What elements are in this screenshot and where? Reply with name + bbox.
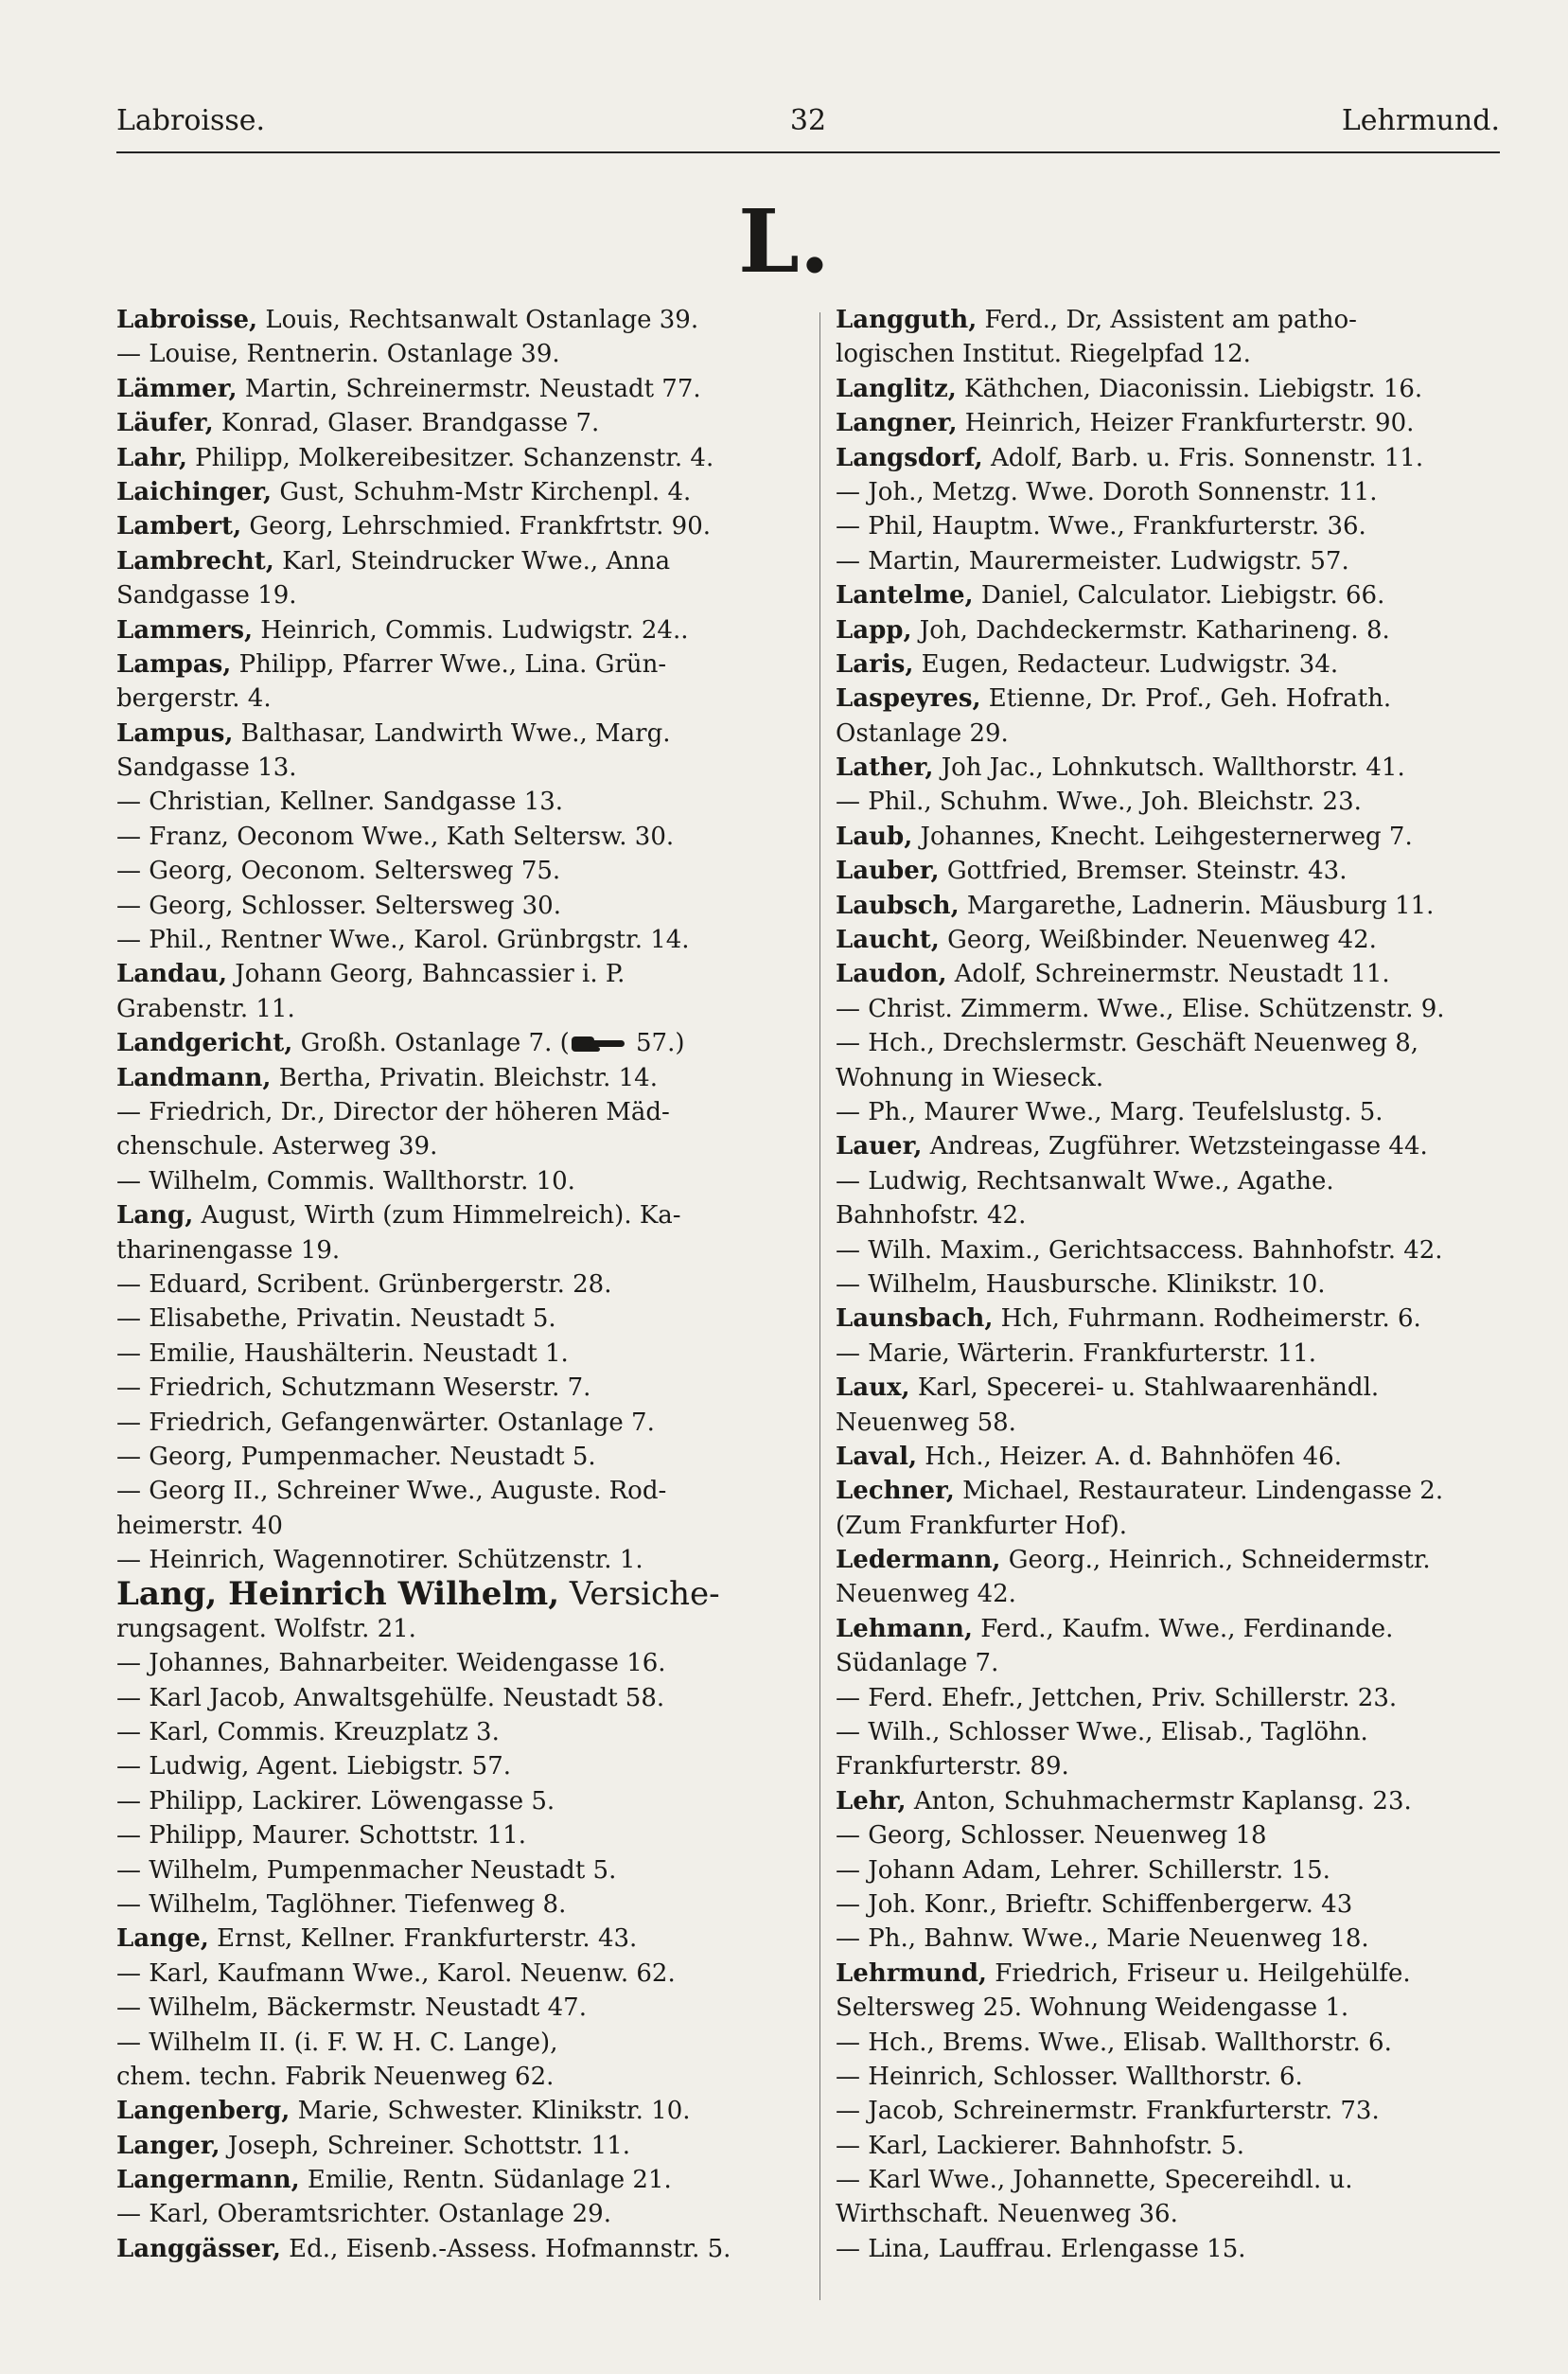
entry-surname: Lampas,: [116, 649, 232, 679]
directory-entry-line: [116, 2094, 779, 2128]
entry-surname: Laval,: [836, 1442, 918, 1471]
entry-text: Neuenweg 42.: [836, 1580, 1016, 1609]
directory-entry-line: [836, 2197, 1498, 2231]
entry-text: — Elisabethe, Privatin. Neustadt 5.: [116, 1304, 556, 1334]
directory-entry-line: [836, 578, 1498, 612]
directory-entry-line: [116, 1026, 779, 1060]
directory-entry-line: [116, 1646, 779, 1680]
directory-entry-line: [836, 1129, 1498, 1163]
entry-text: — Friedrich, Schutzmann Weserstr. 7.: [116, 1373, 591, 1403]
entry-text: Emilie, Rentn. Südanlage 21.: [299, 2166, 672, 2195]
directory-entry-line: [116, 1577, 779, 1611]
entry-text: — Karl Jacob, Anwaltsgehülfe. Neustadt 58.: [116, 1683, 665, 1712]
entry-text: — Wilh., Schlosser Wwe., Elisab., Taglöhn.: [836, 1718, 1368, 1747]
entry-text: Daniel, Calculator. Liebigstr. 66.: [973, 581, 1385, 611]
directory-entry-line: [836, 1302, 1498, 1336]
entry-text: Bertha, Privatin. Bleichstr. 14.: [271, 1063, 658, 1092]
directory-entry-line: [116, 1509, 779, 1543]
entry-surname: Landau,: [116, 960, 228, 989]
entry-text: — Wilhelm, Hausbursche. Klinikstr. 10.: [836, 1269, 1326, 1299]
directory-entry-line: [836, 785, 1498, 819]
directory-entry-line: [836, 717, 1498, 751]
directory-entry-line: [116, 337, 779, 371]
running-head: [116, 102, 1500, 140]
directory-entry-line: [116, 1749, 779, 1783]
directory-entry-line: [836, 647, 1498, 682]
entry-text: — Christian, Kellner. Sandgasse 13.: [116, 788, 564, 817]
entry-text: — Wilhelm II. (i. F. W. H. C. Lange),: [116, 2028, 558, 2057]
entry-text: Käthchen, Diaconissin. Liebigstr. 16.: [956, 374, 1423, 403]
entry-text: Seltersweg 25. Wohnung Weidengasse 1.: [836, 1993, 1349, 2023]
directory-entry-line: [116, 889, 779, 923]
entry-text: Grabenstr. 11.: [116, 994, 295, 1023]
directory-entry-line: [116, 2129, 779, 2163]
entry-text: Adolf, Schreinermstr. Neustadt 11.: [946, 960, 1390, 989]
directory-entry-line: [836, 1612, 1498, 1646]
directory-entry-line: [116, 682, 779, 716]
entry-surname: Lang,: [116, 1201, 194, 1231]
entry-surname: Lampus,: [116, 718, 234, 748]
directory-entry-line: [836, 1164, 1498, 1198]
directory-entry-line: [116, 441, 779, 475]
entry-text: — Georg, Schlosser. Seltersweg 30.: [116, 891, 561, 920]
entry-surname: Laspeyres,: [836, 684, 981, 714]
running-head-left: Labroisse.: [116, 104, 266, 137]
entry-text: — Eduard, Scribent. Grünbergerstr. 28.: [116, 1269, 612, 1299]
entry-text: Ed., Eisenb.-Assess. Hofmannstr. 5.: [280, 2234, 731, 2263]
directory-entry-line: [116, 1302, 779, 1336]
entry-surname: Langsdorf,: [836, 443, 983, 472]
entry-text: — Friedrich, Gefangenwärter. Ostanlage 7.: [116, 1408, 655, 1437]
directory-entry-line: [836, 1406, 1498, 1440]
entry-text: Martin, Schreinermstr. Neustadt 77.: [237, 374, 701, 403]
entry-surname: Landmann,: [116, 1063, 272, 1092]
entry-text: Ernst, Kellner. Frankfurterstr. 43.: [208, 1924, 638, 1954]
entry-text: rungsagent. Wolfstr. 21.: [116, 1614, 416, 1643]
directory-entry-line: [116, 406, 779, 440]
entry-text: Ferd., Dr, Assistent am patho-: [977, 306, 1357, 334]
entry-text: — Wilhelm, Pumpenmacher Neustadt 5.: [116, 1855, 617, 1885]
entry-text: — Louise, Rentnerin. Ostanlage 39.: [116, 340, 560, 369]
entry-text: Louis, Rechtsanwalt Ostanlage 39.: [257, 306, 699, 334]
directory-entry-line: [116, 1061, 779, 1095]
directory-entry-line: [836, 509, 1498, 543]
entry-surname: Lantelme,: [836, 581, 974, 611]
entry-text: Großh. Ostanlage 7. (: [292, 1029, 570, 1058]
directory-entry-line: [836, 2232, 1498, 2266]
entry-text: — Franz, Oeconom Wwe., Kath Seltersw. 30.: [116, 822, 675, 851]
entry-surname: Lehr,: [836, 1786, 907, 1816]
entry-text: — Heinrich, Wagennotirer. Schützenstr. 1.: [116, 1546, 643, 1575]
entry-surname: Laris,: [836, 649, 914, 679]
entry-text: Philipp, Molkereibesitzer. Schanzenstr. 4.: [186, 443, 714, 472]
entry-text: Balthasar, Landwirth Wwe., Marg.: [233, 718, 671, 748]
directory-entry-line: [836, 1749, 1498, 1783]
directory-entry-line: [116, 2197, 779, 2231]
entry-text: — Wilhelm, Bäckermstr. Neustadt 47.: [116, 1993, 587, 2023]
entry-text: Joseph, Schreiner. Schottstr. 11.: [220, 2131, 631, 2160]
entry-text: Karl, Specerei- u. Stahlwaarenhändl.: [909, 1373, 1380, 1403]
directory-entry-line: [836, 1681, 1498, 1715]
directory-entry-line: [116, 1784, 779, 1818]
entry-text: — Hch., Brems. Wwe., Elisab. Wallthorstr. 6.: [836, 2028, 1392, 2057]
entry-text: — Philipp, Lackirer. Löwengasse 5.: [116, 1786, 555, 1816]
entry-text: Karl, Steindrucker Wwe., Anna: [273, 546, 671, 576]
entry-surname: Langner,: [836, 409, 958, 438]
entry-text: Ferd., Kaufm. Wwe., Ferdinande.: [972, 1614, 1394, 1643]
directory-entry-line: [116, 1612, 779, 1646]
entry-text: Wirthschaft. Neuenweg 36.: [836, 2200, 1178, 2229]
directory-entry-line: [116, 578, 779, 612]
right-column: [836, 303, 1498, 2266]
directory-entry-line: [836, 2094, 1498, 2128]
entry-text: Adolf, Barb. u. Fris. Sonnenstr. 11.: [982, 443, 1424, 472]
entry-surname: Laux,: [836, 1373, 910, 1403]
page-number: 32: [789, 104, 827, 137]
directory-entry-line: [836, 1715, 1498, 1749]
entry-text: logischen Institut. Riegelpfad 12.: [836, 340, 1251, 369]
directory-entry-line: [116, 1818, 779, 1852]
entry-text: — Joh., Metzg. Wwe. Doroth Sonnenstr. 11.: [836, 477, 1378, 506]
entry-surname: Lambert,: [116, 512, 242, 541]
directory-entry-line: [836, 854, 1498, 888]
directory-entry-line: [836, 1887, 1498, 1922]
directory-entry-line: [116, 957, 779, 991]
entry-text: Gottfried, Bremser. Steinstr. 43.: [939, 857, 1348, 886]
directory-entry-line: [836, 1818, 1498, 1852]
directory-entry-line: [836, 1784, 1498, 1818]
entry-text: Ostanlage 29.: [836, 718, 1009, 748]
entry-text: — Karl, Lackierer. Bahnhofstr. 5.: [836, 2131, 1244, 2160]
directory-entry-line: [836, 1474, 1498, 1508]
directory-entry-line: [116, 1681, 779, 1715]
entry-text: Johannes, Knecht. Leihgesternerweg 7.: [912, 822, 1413, 851]
entry-text: — Phil., Rentner Wwe., Karol. Grünbrgstr. 14.: [116, 926, 690, 955]
entry-text: Joh Jac., Lohnkutsch. Wallthorstr. 41.: [933, 753, 1405, 783]
entry-text: — Johann Adam, Lehrer. Schillerstr. 15.: [836, 1855, 1330, 1885]
entry-text: Konrad, Glaser. Brandgasse 7.: [213, 409, 600, 438]
directory-entry-line: [116, 509, 779, 543]
directory-entry-line: [836, 1922, 1498, 1956]
entry-text: — Karl, Oberamtsrichter. Ostanlage 29.: [116, 2200, 611, 2229]
directory-entry-line: [836, 2163, 1498, 2197]
directory-entry-line: [836, 682, 1498, 716]
entry-text: Georg, Lehrschmied. Frankfrtstr. 90.: [241, 512, 712, 541]
entry-text: Philipp, Pfarrer Wwe., Lina. Grün-: [231, 649, 667, 679]
directory-entry-line: [836, 372, 1498, 406]
entry-text: Gust, Schuhm-Mstr Kirchenpl. 4.: [272, 477, 692, 506]
directory-entry-line: [116, 2026, 779, 2060]
directory-entry-line: [836, 2060, 1498, 2094]
directory-entry-line: [836, 544, 1498, 578]
entry-text: — Phil, Hauptm. Wwe., Frankfurterstr. 36.: [836, 512, 1366, 541]
entry-text: Wohnung in Wieseck.: [836, 1063, 1104, 1092]
directory-entry-line: [836, 992, 1498, 1026]
directory-entry-line: [116, 1957, 779, 1991]
entry-surname: Langer,: [116, 2131, 220, 2160]
directory-entry-line: [836, 1337, 1498, 1371]
entry-text: Bahnhofstr. 42.: [836, 1201, 1027, 1231]
entry-text: — Emilie, Haushälterin. Neustadt 1.: [116, 1338, 569, 1368]
directory-entry-line: [836, 751, 1498, 785]
directory-entry-line: [116, 1198, 779, 1232]
directory-entry-line: [116, 1337, 779, 1371]
directory-entry-line: [836, 1267, 1498, 1302]
entry-text: — Ludwig, Agent. Liebigstr. 57.: [116, 1752, 512, 1781]
entry-text: Johann Georg, Bahncassier i. P.: [227, 960, 625, 989]
entry-text: Marie, Schwester. Klinikstr. 10.: [290, 2097, 691, 2126]
entry-surname: Lammers,: [116, 615, 254, 645]
entry-text: — Ph., Maurer Wwe., Marg. Teufelslustg. 5.: [836, 1097, 1383, 1126]
directory-entry-line: [116, 1267, 779, 1302]
directory-entry-line: [116, 785, 779, 819]
directory-entry-line: [836, 1061, 1498, 1095]
directory-entry-line: [836, 820, 1498, 854]
column-divider: [819, 312, 820, 2300]
entry-text: Eugen, Redacteur. Ludwigstr. 34.: [913, 649, 1339, 679]
entry-surname: Lange,: [116, 1924, 209, 1954]
entry-text: — Wilh. Maxim., Gerichtsaccess. Bahnhofstr. 42.: [836, 1235, 1443, 1265]
entry-surname: Lambrecht,: [116, 546, 274, 576]
entry-text: Frankfurterstr. 89.: [836, 1752, 1069, 1781]
entry-surname: Laichinger,: [116, 477, 273, 506]
entry-text: Sandgasse 13.: [116, 753, 297, 783]
directory-entry-line: [836, 1853, 1498, 1887]
entry-text: — Hch., Drechslermstr. Geschäft Neuenweg 8,: [836, 1029, 1419, 1058]
entry-text: — Wilhelm, Commis. Wallthorstr. 10.: [116, 1166, 575, 1196]
directory-entry-line: [836, 957, 1498, 991]
entry-text: Sandgasse 19.: [116, 581, 297, 611]
directory-entry-line: [116, 1164, 779, 1198]
entry-surname: Lather,: [836, 753, 934, 783]
entry-text: Georg, Weißbinder. Neuenweg 42.: [939, 926, 1377, 955]
entry-text: Margarethe, Ladnerin. Mäusburg 11.: [959, 891, 1435, 920]
left-column: [116, 303, 779, 2266]
directory-entry-line: [116, 544, 779, 578]
entry-surname: Langguth,: [836, 306, 978, 334]
directory-entry-line: [116, 1543, 779, 1577]
entry-text: — Karl, Commis. Kreuzplatz 3.: [116, 1718, 500, 1747]
directory-entry-line: [836, 1577, 1498, 1611]
entry-surname: Lehmann,: [836, 1614, 973, 1643]
entry-text: — Jacob, Schreinermstr. Frankfurterstr. 73.: [836, 2097, 1380, 2126]
directory-entry-line: [116, 854, 779, 888]
directory-entry-line: [116, 1371, 779, 1405]
pointing-hand-icon: [570, 1034, 628, 1054]
directory-entry-line: [116, 1853, 779, 1887]
directory-entry-line: [116, 1440, 779, 1474]
entry-surname: Labroisse,: [116, 306, 258, 334]
directory-entry-line: [116, 2060, 779, 2094]
entry-text: — Ph., Bahnw. Wwe., Marie Neuenweg 18.: [836, 1924, 1369, 1954]
directory-entry-line: [836, 1198, 1498, 1232]
entry-text: — Joh. Konr., Brieftr. Schiffenbergerw. 43: [836, 1889, 1353, 1919]
section-letter: L.: [738, 190, 830, 292]
directory-entry-line: [836, 475, 1498, 509]
directory-entry-line: [116, 1095, 779, 1129]
entry-surname: Ledermann,: [836, 1546, 1001, 1575]
entry-surname: Lauber,: [836, 857, 940, 886]
directory-entry-line: [836, 1991, 1498, 2025]
directory-entry-line: [116, 1922, 779, 1956]
directory-entry-line: [836, 1646, 1498, 1680]
directory-entry-line: [836, 1095, 1498, 1129]
directory-entry-line: [116, 372, 779, 406]
directory-entry-line: [116, 2163, 779, 2197]
entry-surname: Langenberg,: [116, 2097, 291, 2126]
entry-surname: Lahr,: [116, 443, 187, 472]
directory-entry-line: [116, 475, 779, 509]
directory-entry-line: [836, 923, 1498, 957]
entry-surname: Launsbach,: [836, 1304, 994, 1334]
directory-entry-line: [116, 1474, 779, 1508]
directory-entry-line: [116, 1406, 779, 1440]
entry-text: — Christ. Zimmerm. Wwe., Elise. Schützenstr. 9.: [836, 994, 1445, 1023]
entry-surname: Lämmer,: [116, 374, 238, 403]
entry-surname: Laucht,: [836, 926, 940, 955]
entry-text: Heinrich, Heizer Frankfurterstr. 90.: [957, 409, 1415, 438]
directory-entry-line: [836, 1371, 1498, 1405]
entry-text: — Georg, Schlosser. Neuenweg 18: [836, 1821, 1267, 1851]
entry-text: — Georg, Oeconom. Seltersweg 75.: [116, 857, 561, 886]
entry-text: Heinrich, Commis. Ludwigstr. 24..: [253, 615, 689, 645]
entry-text: Südanlage 7.: [836, 1649, 999, 1678]
entry-text: Hch., Heizer. A. d. Bahnhöfen 46.: [917, 1442, 1342, 1471]
directory-entry-line: [836, 2129, 1498, 2163]
entry-text: heimerstr. 40: [116, 1511, 283, 1540]
entry-text: Friedrich, Friseur u. Heilgehülfe.: [986, 1958, 1411, 1988]
entry-text: — Lina, Lauffrau. Erlengasse 15.: [836, 2234, 1246, 2263]
entry-text: Anton, Schuhmachermstr Kaplansg. 23.: [906, 1786, 1412, 1816]
directory-entry-line: [836, 1509, 1498, 1543]
entry-surname: Laubsch,: [836, 891, 960, 920]
entry-text: — Martin, Maurermeister. Ludwigstr. 57.: [836, 546, 1349, 576]
entry-surname: Lauer,: [836, 1132, 923, 1161]
directory-entry-line: [836, 441, 1498, 475]
directory-entry-line: [116, 2232, 779, 2266]
running-head-right: Lehrmund.: [1341, 104, 1500, 137]
entry-surname: Laub,: [836, 822, 913, 851]
entry-surname: Lapp,: [836, 615, 912, 645]
directory-entry-line: [836, 2026, 1498, 2060]
entry-surname: Langlitz,: [836, 374, 957, 403]
entry-text: — Georg II., Schreiner Wwe., Auguste. Rod-: [116, 1477, 667, 1506]
entry-text: — Wilhelm, Taglöhner. Tiefenweg 8.: [116, 1889, 567, 1919]
entry-text: tharinengasse 19.: [116, 1235, 341, 1265]
entry-text: bergerstr. 4.: [116, 684, 272, 714]
entry-text: — Karl, Kaufmann Wwe., Karol. Neuenw. 62.: [116, 1958, 676, 1988]
directory-entry-line: [116, 303, 779, 337]
directory-entry-line: [836, 1026, 1498, 1060]
entry-text: Georg., Heinrich., Schneidermstr.: [1000, 1546, 1431, 1575]
entry-surname: Läufer,: [116, 409, 214, 438]
directory-entry-line: [836, 1233, 1498, 1267]
entry-surname: Langgässer,: [116, 2234, 281, 2263]
entry-text: — Friedrich, Dr., Director der höheren Mäd-: [116, 1097, 670, 1126]
directory-entry-line: [116, 820, 779, 854]
header-rule: [116, 151, 1500, 153]
directory-entry-line: [116, 751, 779, 785]
entry-text: — Heinrich, Schlosser. Wallthorstr. 6.: [836, 2062, 1303, 2091]
entry-text: Joh, Dachdeckermstr. Katharineng. 8.: [911, 615, 1390, 645]
entry-text: chenschule. Asterweg 39.: [116, 1132, 438, 1161]
entry-text: — Philipp, Maurer. Schottstr. 11.: [116, 1821, 526, 1851]
entry-text: Hch, Fuhrmann. Rodheimerstr. 6.: [993, 1304, 1421, 1334]
directory-entry-line: [116, 717, 779, 751]
entry-text: — Ludwig, Rechtsanwalt Wwe., Agathe.: [836, 1166, 1334, 1196]
directory-entry-line: [836, 1543, 1498, 1577]
directory-entry-line: [116, 647, 779, 682]
entry-surname: Landgericht,: [116, 1029, 293, 1058]
entry-text: — Ferd. Ehefr., Jettchen, Priv. Schillerstr. 23.: [836, 1683, 1398, 1712]
entry-surname: Langermann,: [116, 2166, 300, 2195]
entry-text: — Phil., Schuhm. Wwe., Joh. Bleichstr. 23.: [836, 788, 1362, 817]
directory-entry-line: [116, 613, 779, 647]
directory-entry-line: [836, 337, 1498, 371]
entry-surname: Lang, Heinrich Wilhelm,: [116, 1577, 560, 1612]
entry-text-tail: 57.): [627, 1029, 685, 1058]
directory-entry-line: [116, 992, 779, 1026]
entry-text: chem. techn. Fabrik Neuenweg 62.: [116, 2062, 555, 2091]
entry-text: — Marie, Wärterin. Frankfurterstr. 11.: [836, 1338, 1317, 1368]
directory-entry-line: [116, 1887, 779, 1922]
directory-entry-line: [836, 1957, 1498, 1991]
entry-text: Versiche-: [559, 1577, 720, 1612]
directory-entry-line: [116, 1991, 779, 2025]
entry-text: Neuenweg 58.: [836, 1408, 1016, 1437]
directory-entry-line: [116, 1129, 779, 1163]
entry-surname: Laudon,: [836, 960, 947, 989]
entry-text: — Karl Wwe., Johannette, Specereihdl. u.: [836, 2166, 1353, 2195]
directory-entry-line: [116, 923, 779, 957]
entry-text: — Johannes, Bahnarbeiter. Weidengasse 16.: [116, 1649, 666, 1678]
entry-text: Andreas, Zugführer. Wetzsteingasse 44.: [922, 1132, 1428, 1161]
directory-entry-line: [116, 1715, 779, 1749]
entry-text: Michael, Restaurateur. Lindengasse 2.: [954, 1477, 1444, 1506]
directory-entry-line: [836, 1440, 1498, 1474]
entry-text: Etienne, Dr. Prof., Geh. Hofrath.: [980, 684, 1392, 714]
directory-entry-line: [116, 1233, 779, 1267]
entry-surname: Lehrmund,: [836, 1958, 987, 1988]
entry-text: August, Wirth (zum Himmelreich). Ka-: [193, 1201, 681, 1231]
directory-entry-line: [836, 406, 1498, 440]
entry-surname: Lechner,: [836, 1477, 955, 1506]
directory-entry-line: [836, 889, 1498, 923]
entry-text: — Georg, Pumpenmacher. Neustadt 5.: [116, 1442, 596, 1471]
entry-text: (Zum Frankfurter Hof).: [836, 1511, 1128, 1540]
directory-entry-line: [836, 613, 1498, 647]
directory-entry-line: [836, 303, 1498, 337]
